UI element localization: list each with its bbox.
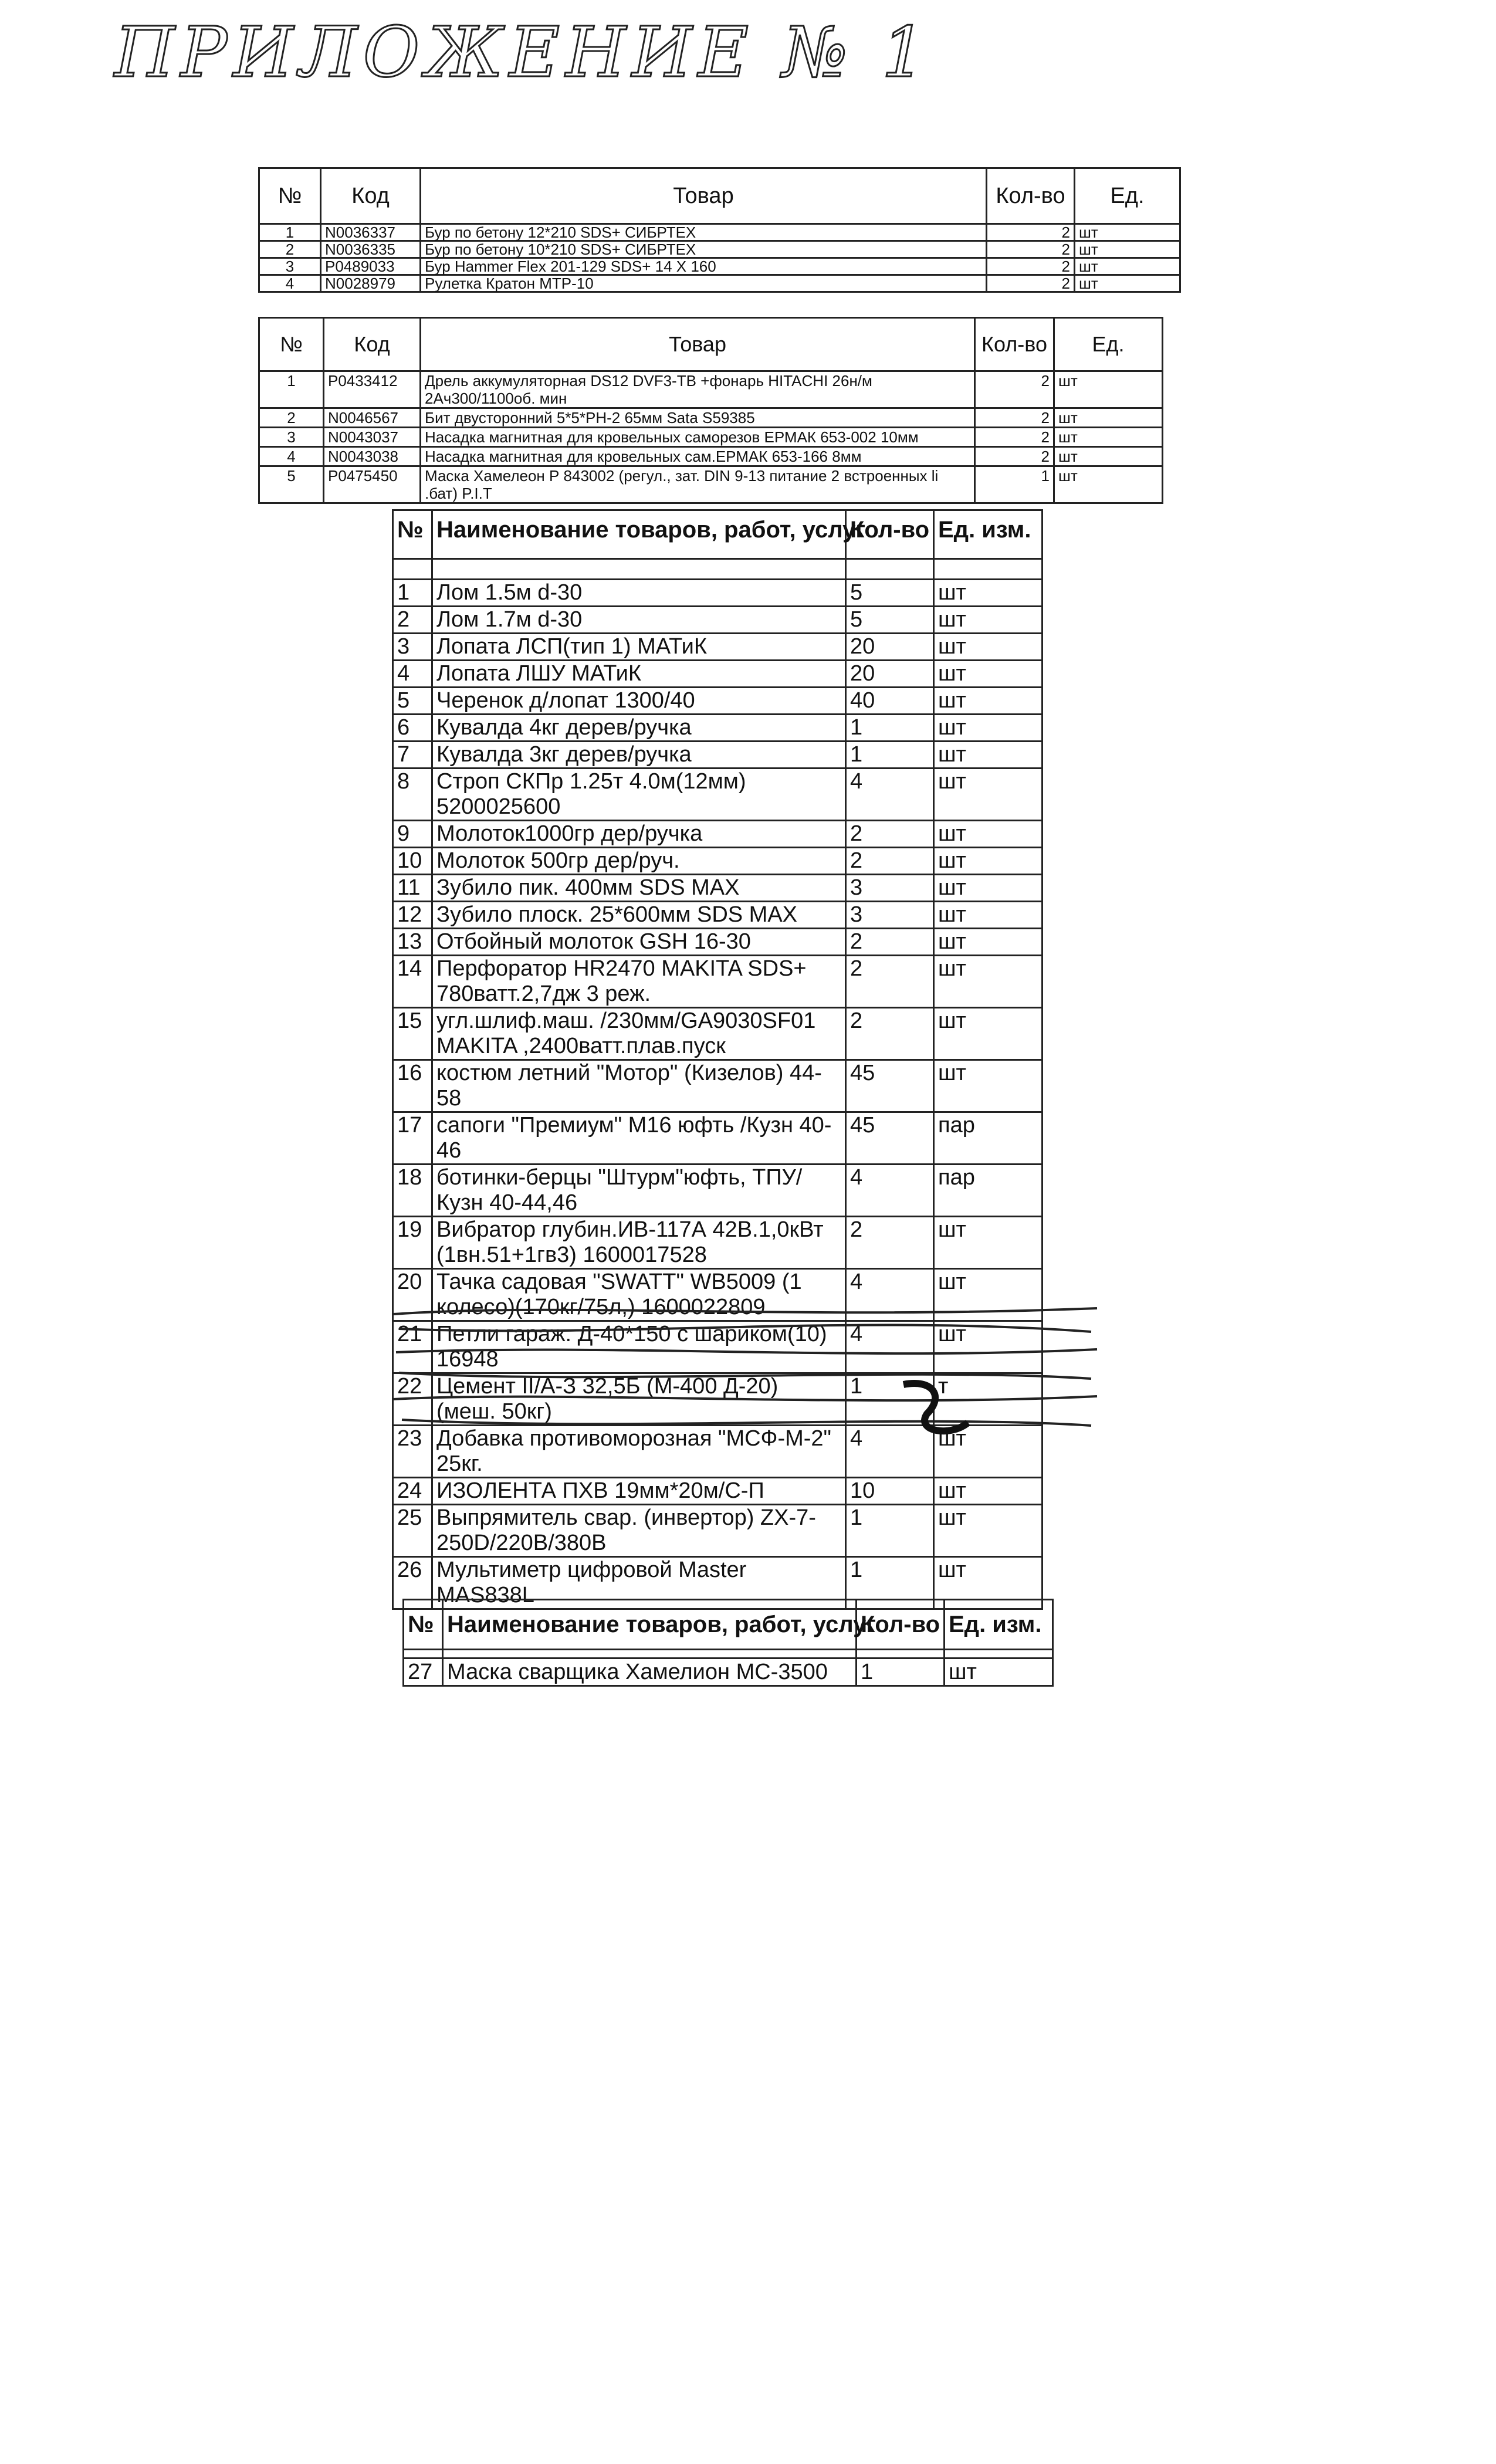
table-cell: Вибратор глубин.ИВ-117А 42В.1,0кВт (1вн.51+1гв3) 1600017528 (432, 1217, 846, 1269)
table-cell: шт (934, 821, 1043, 848)
table-cell: 45 (846, 1060, 934, 1112)
table-cell: 10 (846, 1478, 934, 1505)
items-table-2 (258, 317, 1163, 504)
table-cell: 2 (975, 447, 1054, 466)
table-row (393, 1165, 1043, 1217)
spacer-cell (846, 559, 934, 580)
table-cell: Добавка противоморозная "МСФ-М-2" 25кг. (432, 1426, 846, 1478)
table-row (393, 1217, 1043, 1269)
table-row (259, 241, 1180, 258)
table-row (259, 371, 1163, 408)
table-cell: шт (1075, 241, 1180, 258)
table-cell: 4 (393, 661, 432, 688)
table-cell: Рулетка Кратон MTP-10 (421, 275, 987, 292)
table-row (393, 929, 1043, 956)
table-cell: шт (934, 1557, 1043, 1609)
table-cell: N0046567 (324, 408, 421, 428)
table-cell: 2 (987, 275, 1075, 292)
table-cell: шт (934, 1269, 1043, 1321)
column-header: № (404, 1600, 443, 1650)
spacer-cell (934, 559, 1043, 580)
spacer-row (393, 559, 1043, 580)
spacer-cell (393, 559, 432, 580)
table-cell: 17 (393, 1112, 432, 1165)
table-cell: 15 (393, 1008, 432, 1060)
table-cell: Бур по бетону 12*210 SDS+ СИБРТЕХ (421, 224, 987, 241)
table-cell: пар (934, 1112, 1043, 1165)
table-row (393, 875, 1043, 902)
spacer-cell (857, 1650, 945, 1659)
table-row (259, 428, 1163, 447)
table-cell: 11 (393, 875, 432, 902)
column-header: Код (321, 168, 421, 224)
table-row (259, 466, 1163, 503)
table-cell: 6 (393, 715, 432, 742)
table-cell: шт (934, 1008, 1043, 1060)
spacer-cell (443, 1650, 857, 1659)
table-cell: 4 (259, 275, 321, 292)
table-cell: N0036335 (321, 241, 421, 258)
table-row (393, 1008, 1043, 1060)
column-header: № (259, 168, 321, 224)
table-cell: 40 (846, 688, 934, 715)
table-cell: 45 (846, 1112, 934, 1165)
table-cell: шт (934, 1321, 1043, 1373)
column-header: Наименование товаров, работ, услуг (443, 1600, 857, 1650)
table-cell: 20 (846, 634, 934, 661)
table-cell: 3 (846, 902, 934, 929)
table-cell: 1 (846, 1557, 934, 1609)
table-cell: Отбойный молоток GSH 16-30 (432, 929, 846, 956)
table-cell: шт (1054, 466, 1163, 503)
table-cell: 2 (975, 428, 1054, 447)
table-cell: 2 (846, 956, 934, 1008)
table-cell: шт (1075, 275, 1180, 292)
table-cell: N0036337 (321, 224, 421, 241)
table-cell: P0489033 (321, 258, 421, 275)
table-cell: угл.шлиф.маш. /230мм/GA9030SF01 MAKITA ,2400ватт.плав.пуск (432, 1008, 846, 1060)
table-cell: 5 (259, 466, 324, 503)
table-row (393, 742, 1043, 769)
table-cell: 20 (393, 1269, 432, 1321)
table-row (393, 902, 1043, 929)
table-row (393, 1373, 1043, 1426)
table-cell: P0433412 (324, 371, 421, 408)
items-table-1 (258, 167, 1181, 293)
table-row (393, 769, 1043, 821)
table-cell: Дрель аккумуляторная DS12 DVF3-TB +фонарь HITACHI 26н/м 2Ач300/1100об. мин (421, 371, 975, 408)
table-cell: 4 (846, 1321, 934, 1373)
table-cell: 13 (393, 929, 432, 956)
table-cell: 3 (846, 875, 934, 902)
column-header: Ед. (1075, 168, 1180, 224)
table-cell: Молоток 500гр дер/руч. (432, 848, 846, 875)
table-cell: 23 (393, 1426, 432, 1478)
table-cell: 26 (393, 1557, 432, 1609)
table-row (393, 956, 1043, 1008)
table-cell: 22 (393, 1373, 432, 1426)
table-cell: 2 (975, 371, 1054, 408)
table-header-row (259, 318, 1163, 371)
table-cell: 2 (846, 848, 934, 875)
table-row (393, 715, 1043, 742)
table-cell: 1 (975, 466, 1054, 503)
table-cell: 1 (846, 715, 934, 742)
table-cell: т (934, 1373, 1043, 1426)
spacer-cell (945, 1650, 1053, 1659)
table-row (393, 607, 1043, 634)
table-cell: Перфоратор HR2470 MAKITA SDS+ 780ватт.2,7дж 3 реж. (432, 956, 846, 1008)
column-header: Код (324, 318, 421, 371)
column-header: Товар (421, 318, 975, 371)
table-cell: шт (934, 902, 1043, 929)
table-cell: 1 (393, 580, 432, 607)
table-cell: 19 (393, 1217, 432, 1269)
table-cell: шт (934, 848, 1043, 875)
table-cell: пар (934, 1165, 1043, 1217)
table-cell: 1 (857, 1659, 945, 1686)
table-cell: 2 (987, 224, 1075, 241)
table-cell: шт (934, 1217, 1043, 1269)
table-cell: шт (934, 769, 1043, 821)
table-cell: ИЗОЛЕНТА ПХВ 19мм*20м/С-П (432, 1478, 846, 1505)
column-header: № (259, 318, 324, 371)
table-cell: шт (1054, 371, 1163, 408)
spacer-cell (432, 559, 846, 580)
table-row (393, 1112, 1043, 1165)
table-cell: Кувалда 4кг дерев/ручка (432, 715, 846, 742)
table-cell: шт (934, 580, 1043, 607)
table-cell: Маска сварщика Хамелион МС-3500 (443, 1659, 857, 1686)
table-cell: шт (934, 661, 1043, 688)
table-cell: шт (934, 956, 1043, 1008)
table-cell: Насадка магнитная для кровельных сам.ЕРМАК 653-166 8мм (421, 447, 975, 466)
table-row (393, 1426, 1043, 1478)
table-cell: Лом 1.5м d-30 (432, 580, 846, 607)
table-row (259, 408, 1163, 428)
table-cell: шт (1075, 224, 1180, 241)
table-cell: шт (934, 688, 1043, 715)
table-cell: 2 (259, 241, 321, 258)
column-header: Ед. изм. (945, 1600, 1053, 1650)
table-cell: шт (934, 715, 1043, 742)
spacer-row (404, 1650, 1053, 1659)
table-cell: Тачка садовая "SWATT" WB5009 (1 колесо)(170кг/75л,) 1600022809 (432, 1269, 846, 1321)
table-cell: P0475450 (324, 466, 421, 503)
table-cell: Молоток1000гр дер/ручка (432, 821, 846, 848)
column-header: Наименование товаров, работ, услуг (432, 510, 846, 559)
table-row (393, 1478, 1043, 1505)
table-cell: 20 (846, 661, 934, 688)
table-cell: Зубило пик. 400мм SDS MAX (432, 875, 846, 902)
table-cell: 1 (259, 371, 324, 408)
table-cell: N0043038 (324, 447, 421, 466)
table-cell: Петли гараж. Д-40*150 с шариком(10) 16948 (432, 1321, 846, 1373)
table-cell: Кувалда 3кг дерев/ручка (432, 742, 846, 769)
table-cell: шт (1054, 447, 1163, 466)
table-row (393, 821, 1043, 848)
table-cell: 1 (846, 1505, 934, 1557)
table-header-row (393, 510, 1043, 559)
table-cell: Лопата ЛШУ МАТиК (432, 661, 846, 688)
table-cell: Бит двусторонний 5*5*PH-2 65мм Sata S59385 (421, 408, 975, 428)
table-cell: 4 (259, 447, 324, 466)
table-cell: шт (934, 1505, 1043, 1557)
table-header-row (259, 168, 1180, 224)
table-cell: 4 (846, 1165, 934, 1217)
table-cell: 24 (393, 1478, 432, 1505)
table-cell: 2 (987, 241, 1075, 258)
table-cell: 2 (975, 408, 1054, 428)
table-row (393, 634, 1043, 661)
table-cell: Черенок д/лопат 1300/40 (432, 688, 846, 715)
table-cell: 2 (393, 607, 432, 634)
table-cell: 9 (393, 821, 432, 848)
table-cell: шт (934, 1060, 1043, 1112)
items-table-3 (392, 509, 1043, 1610)
table-cell: шт (934, 607, 1043, 634)
table-row (393, 1060, 1043, 1112)
table-cell: 4 (846, 769, 934, 821)
table-cell: шт (1054, 428, 1163, 447)
items-table-4 (402, 1599, 1054, 1687)
table-cell: 3 (259, 258, 321, 275)
table-cell: N0043037 (324, 428, 421, 447)
column-header: Ед. (1054, 318, 1163, 371)
table-cell: 1 (259, 224, 321, 241)
table-row (259, 275, 1180, 292)
table-cell: Цемент II/А-З 32,5Б (М-400 Д-20) (меш. 50кг) (432, 1373, 846, 1426)
table-row (393, 1269, 1043, 1321)
table-cell: шт (934, 929, 1043, 956)
table-row (259, 224, 1180, 241)
table-row (259, 447, 1163, 466)
table-cell: Выпрямитель свар. (инвертор) ZX-7-250D/220В/380В (432, 1505, 846, 1557)
column-header: Кол-во (975, 318, 1054, 371)
table-cell: шт (934, 1426, 1043, 1478)
column-header: Кол-во (987, 168, 1075, 224)
table-cell: 5 (393, 688, 432, 715)
table-row (393, 1505, 1043, 1557)
table-cell: Лопата ЛСП(тип 1) МАТиК (432, 634, 846, 661)
table-cell: 8 (393, 769, 432, 821)
table-cell: 10 (393, 848, 432, 875)
table-cell: 4 (846, 1426, 934, 1478)
table-cell: Лом 1.7м d-30 (432, 607, 846, 634)
table-cell: Бур по бетону 10*210 SDS+ СИБРТЕХ (421, 241, 987, 258)
column-header: Товар (421, 168, 987, 224)
table-row (259, 258, 1180, 275)
column-header: Ед. изм. (934, 510, 1043, 559)
table-cell: 2 (846, 1217, 934, 1269)
column-header: Кол-во (857, 1600, 945, 1650)
table-cell: Маска Хамелеон Р 843002 (регул., зат. DIN 9-13 питание 2 встроенных li .бат) P.I.T (421, 466, 975, 503)
table-cell: 21 (393, 1321, 432, 1373)
table-row (393, 661, 1043, 688)
table-cell: 3 (259, 428, 324, 447)
table-cell: шт (934, 1478, 1043, 1505)
table-cell: 27 (404, 1659, 443, 1686)
table-cell: N0028979 (321, 275, 421, 292)
table-cell: Бур Hammer Flex 201-129 SDS+ 14 X 160 (421, 258, 987, 275)
table-cell: Насадка магнитная для кровельных саморезов ЕРМАК 653-002 10мм (421, 428, 975, 447)
handwritten-heading (114, 6, 932, 94)
table-row (393, 1321, 1043, 1373)
table-cell: 2 (846, 1008, 934, 1060)
table-cell: шт (1054, 408, 1163, 428)
column-header: Кол-во (846, 510, 934, 559)
table-cell: 12 (393, 902, 432, 929)
table-cell: 2 (846, 929, 934, 956)
table-cell: 4 (846, 1269, 934, 1321)
table-cell: 5 (846, 607, 934, 634)
table-cell: шт (945, 1659, 1053, 1686)
table-cell: костюм летний "Мотор" (Кизелов) 44-58 (432, 1060, 846, 1112)
table-cell: 2 (846, 821, 934, 848)
table-cell: 2 (987, 258, 1075, 275)
table-header-row (404, 1600, 1053, 1650)
table-row (393, 580, 1043, 607)
table-cell: сапоги "Премиум" М16 юфть /Кузн 40-46 (432, 1112, 846, 1165)
heading-text: ПРИЛОЖЕНИЕ № 1 (114, 12, 932, 93)
table-cell: шт (1075, 258, 1180, 275)
table-cell: 2 (259, 408, 324, 428)
table-cell: шт (934, 875, 1043, 902)
table-cell: 1 (846, 1373, 934, 1426)
table-cell: Мультиметр цифровой Master MAS838L (432, 1557, 846, 1609)
spacer-cell (404, 1650, 443, 1659)
table-cell: 16 (393, 1060, 432, 1112)
table-cell: 14 (393, 956, 432, 1008)
table-cell: 5 (846, 580, 934, 607)
table-cell: шт (934, 634, 1043, 661)
table-row (393, 848, 1043, 875)
table-cell: Строп СКПр 1.25т 4.0м(12мм) 5200025600 (432, 769, 846, 821)
table-cell: Зубило плоск. 25*600мм SDS MAX (432, 902, 846, 929)
table-cell: ботинки-берцы "Штурм"юфть, ТПУ/Кузн 40-44,46 (432, 1165, 846, 1217)
table-row (393, 688, 1043, 715)
table-cell: 18 (393, 1165, 432, 1217)
table-row (404, 1659, 1053, 1686)
table-cell: 7 (393, 742, 432, 769)
table-cell: 1 (846, 742, 934, 769)
table-cell: шт (934, 742, 1043, 769)
table-cell: 3 (393, 634, 432, 661)
column-header: № (393, 510, 432, 559)
table-cell: 25 (393, 1505, 432, 1557)
